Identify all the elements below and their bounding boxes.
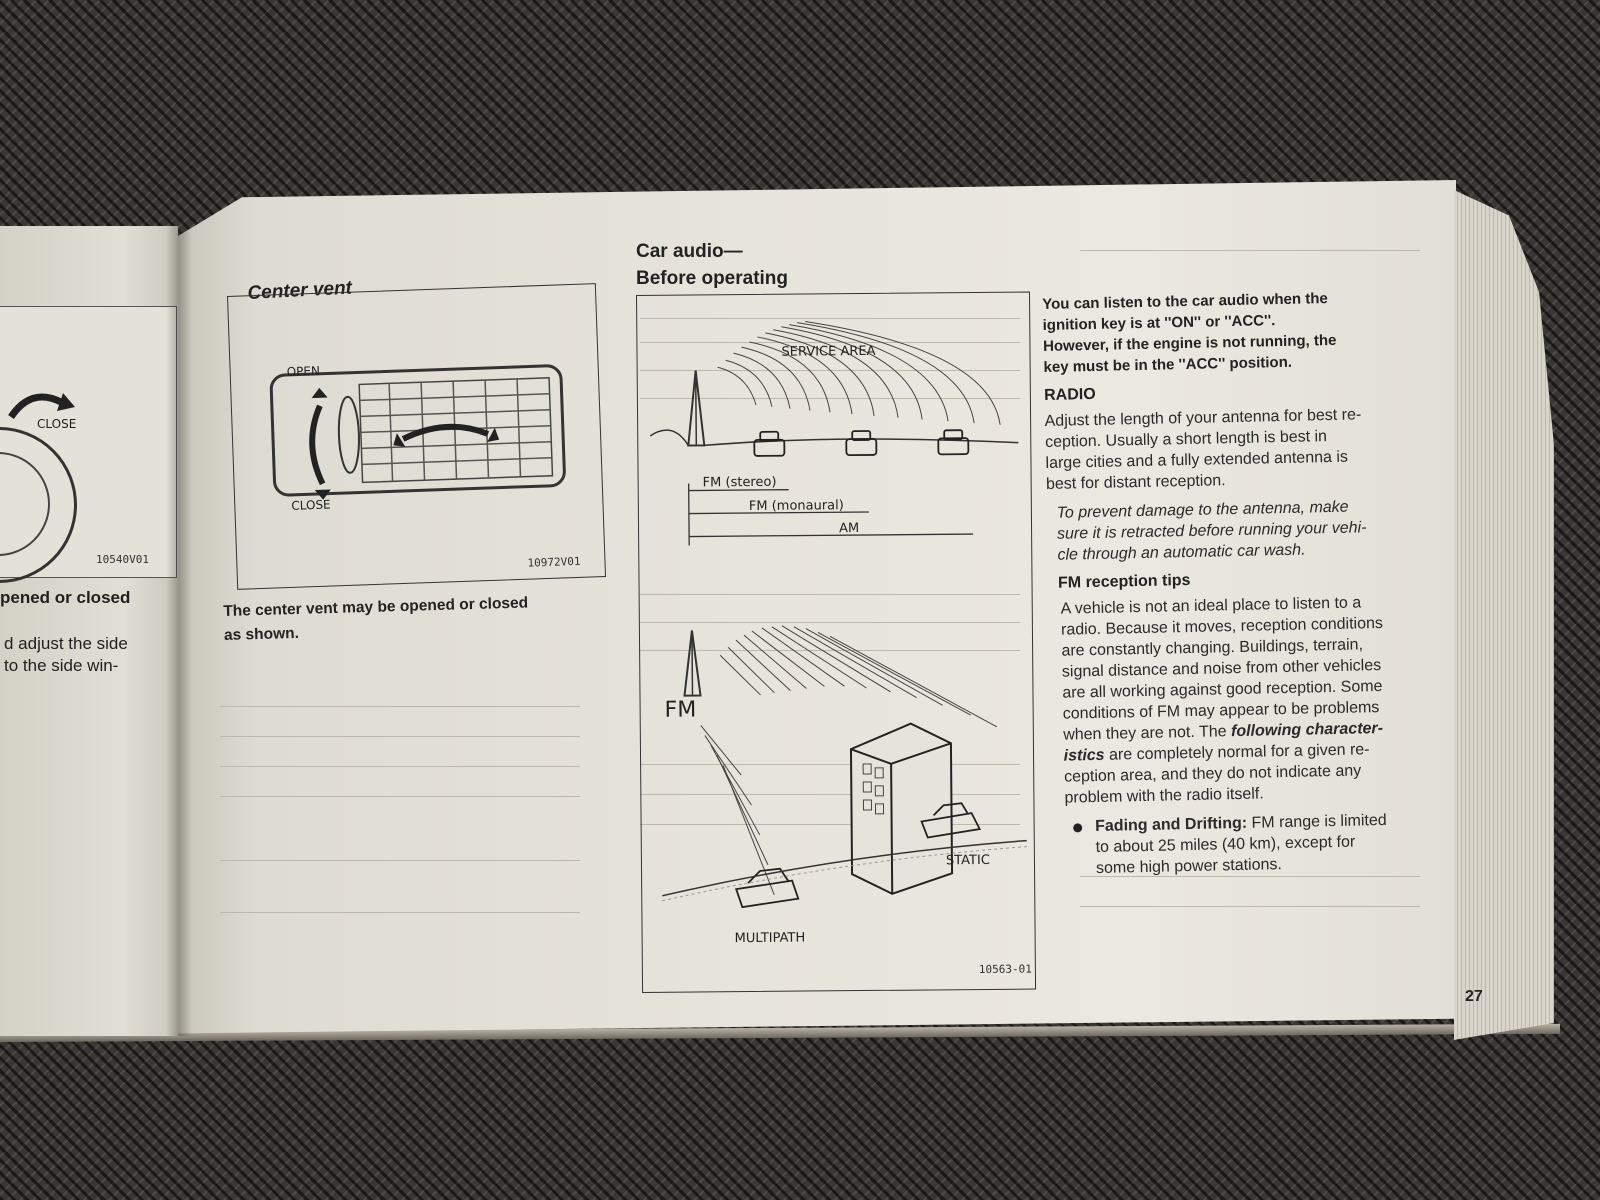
- reception-figure: [636, 292, 1036, 993]
- fm-line-10: problem with the radio itself.: [1064, 785, 1264, 807]
- vent-illustration: [228, 284, 605, 589]
- radio-line-4: best for distant reception.: [1045, 472, 1226, 493]
- radio-line-1: Adjust the length of your antenna for best re-: [1044, 406, 1362, 430]
- center-vent-title: Center vent: [247, 277, 353, 304]
- figure-label-close: CLOSE: [37, 417, 77, 431]
- label-service-area: SERVICE AREA: [781, 343, 876, 360]
- page-number: 27: [1465, 988, 1483, 1005]
- warning-line-3: cle through an automatic car wash.: [1057, 541, 1306, 564]
- left-page: [0, 226, 178, 1036]
- bullet-line-1: Fading and Drifting: FM range is limited: [1094, 811, 1387, 836]
- car-audio-title-line-2: Before operating: [636, 268, 789, 289]
- fm-tips-paragraph: [1048, 591, 1432, 809]
- left-caption: pened or closed: [0, 588, 131, 607]
- center-vent-caption: [223, 591, 529, 647]
- center-vent-caption-line-1: The center vent may be opened or closed: [223, 594, 529, 620]
- label-fm: FM: [664, 697, 697, 723]
- bullet-line-3: some high power stations.: [1095, 856, 1283, 877]
- figure-label-open: OPEN: [286, 363, 321, 379]
- bullet-dot: [1073, 823, 1082, 832]
- right-column: [1042, 286, 1434, 880]
- left-figure-box: [0, 306, 177, 578]
- car-audio-title-line-1: Car audio—: [636, 241, 743, 262]
- car-audio-title: [636, 238, 788, 292]
- bullet-fading-drifting: [1053, 809, 1434, 880]
- fm-tips-heading: FM reception tips: [1057, 571, 1191, 592]
- reception-illustration: [637, 293, 1035, 992]
- center-vent-caption-line-2: as shown.: [223, 624, 300, 644]
- center-vent-figure: [227, 283, 606, 590]
- left-body-line-1: d adjust the side: [4, 634, 128, 653]
- figure-label-close: CLOSE: [291, 497, 331, 513]
- figure-code: 10972V01: [527, 554, 581, 570]
- radio-heading: RADIO: [1043, 385, 1096, 404]
- fm-line-9: ception area, and they do not indicate any: [1063, 762, 1362, 786]
- intro-line-2: ignition key is at ''ON'' or ''ACC''.: [1042, 312, 1276, 334]
- radio-paragraph: [1044, 403, 1426, 495]
- fm-line-2: radio. Because it moves, reception conditions: [1060, 614, 1384, 639]
- fm-line-1: A vehicle is not an ideal place to listen to a: [1060, 594, 1362, 618]
- figure-code: 10540V01: [96, 553, 149, 566]
- intro-line-3: However, if the engine is not running, the: [1042, 331, 1337, 355]
- label-fm-stereo: FM (stereo): [702, 474, 777, 491]
- fm-line-3: are constantly changing. Buildings, terrain,: [1061, 636, 1364, 660]
- left-body-line-2: to the side win-: [4, 656, 119, 675]
- label-am: AM: [838, 521, 860, 537]
- fm-line-6: conditions of FM may appear to be problems: [1062, 699, 1380, 723]
- fm-line-5: are all working against good reception. Some: [1062, 677, 1383, 702]
- label-static: STATIC: [945, 852, 990, 869]
- intro-paragraph: [1042, 286, 1424, 378]
- warning-line-1: To prevent damage to the antenna, make: [1056, 498, 1349, 522]
- dial-arrow-illustration: [0, 307, 176, 577]
- book-binding-shadow: [166, 226, 192, 1036]
- intro-line-4: key must be in the ''ACC'' position.: [1043, 353, 1293, 376]
- fm-line-7: when they are not. The following character-: [1063, 719, 1384, 744]
- fm-line-8: istics are completely normal for a given re-: [1063, 741, 1370, 765]
- label-fm-monaural: FM (monaural): [748, 498, 844, 515]
- radio-line-3: large cities and a fully extended antenna is: [1045, 448, 1349, 472]
- radio-line-2: ception. Usually a short length is best in: [1044, 428, 1328, 451]
- intro-line-1: You can listen to the car audio when the: [1042, 290, 1328, 313]
- fm-line-4: signal distance and noise from other vehicles: [1061, 656, 1382, 681]
- label-multipath: MULTIPATH: [734, 930, 806, 947]
- bullet-line-2: to about 25 miles (40 km), except for: [1095, 833, 1356, 856]
- warning-line-2: sure it is retracted before running your vehi-: [1056, 519, 1367, 543]
- page-stack-edge: [1454, 190, 1554, 1040]
- warning-paragraph: [1046, 495, 1427, 566]
- figure-code: 10563-01: [978, 962, 1032, 977]
